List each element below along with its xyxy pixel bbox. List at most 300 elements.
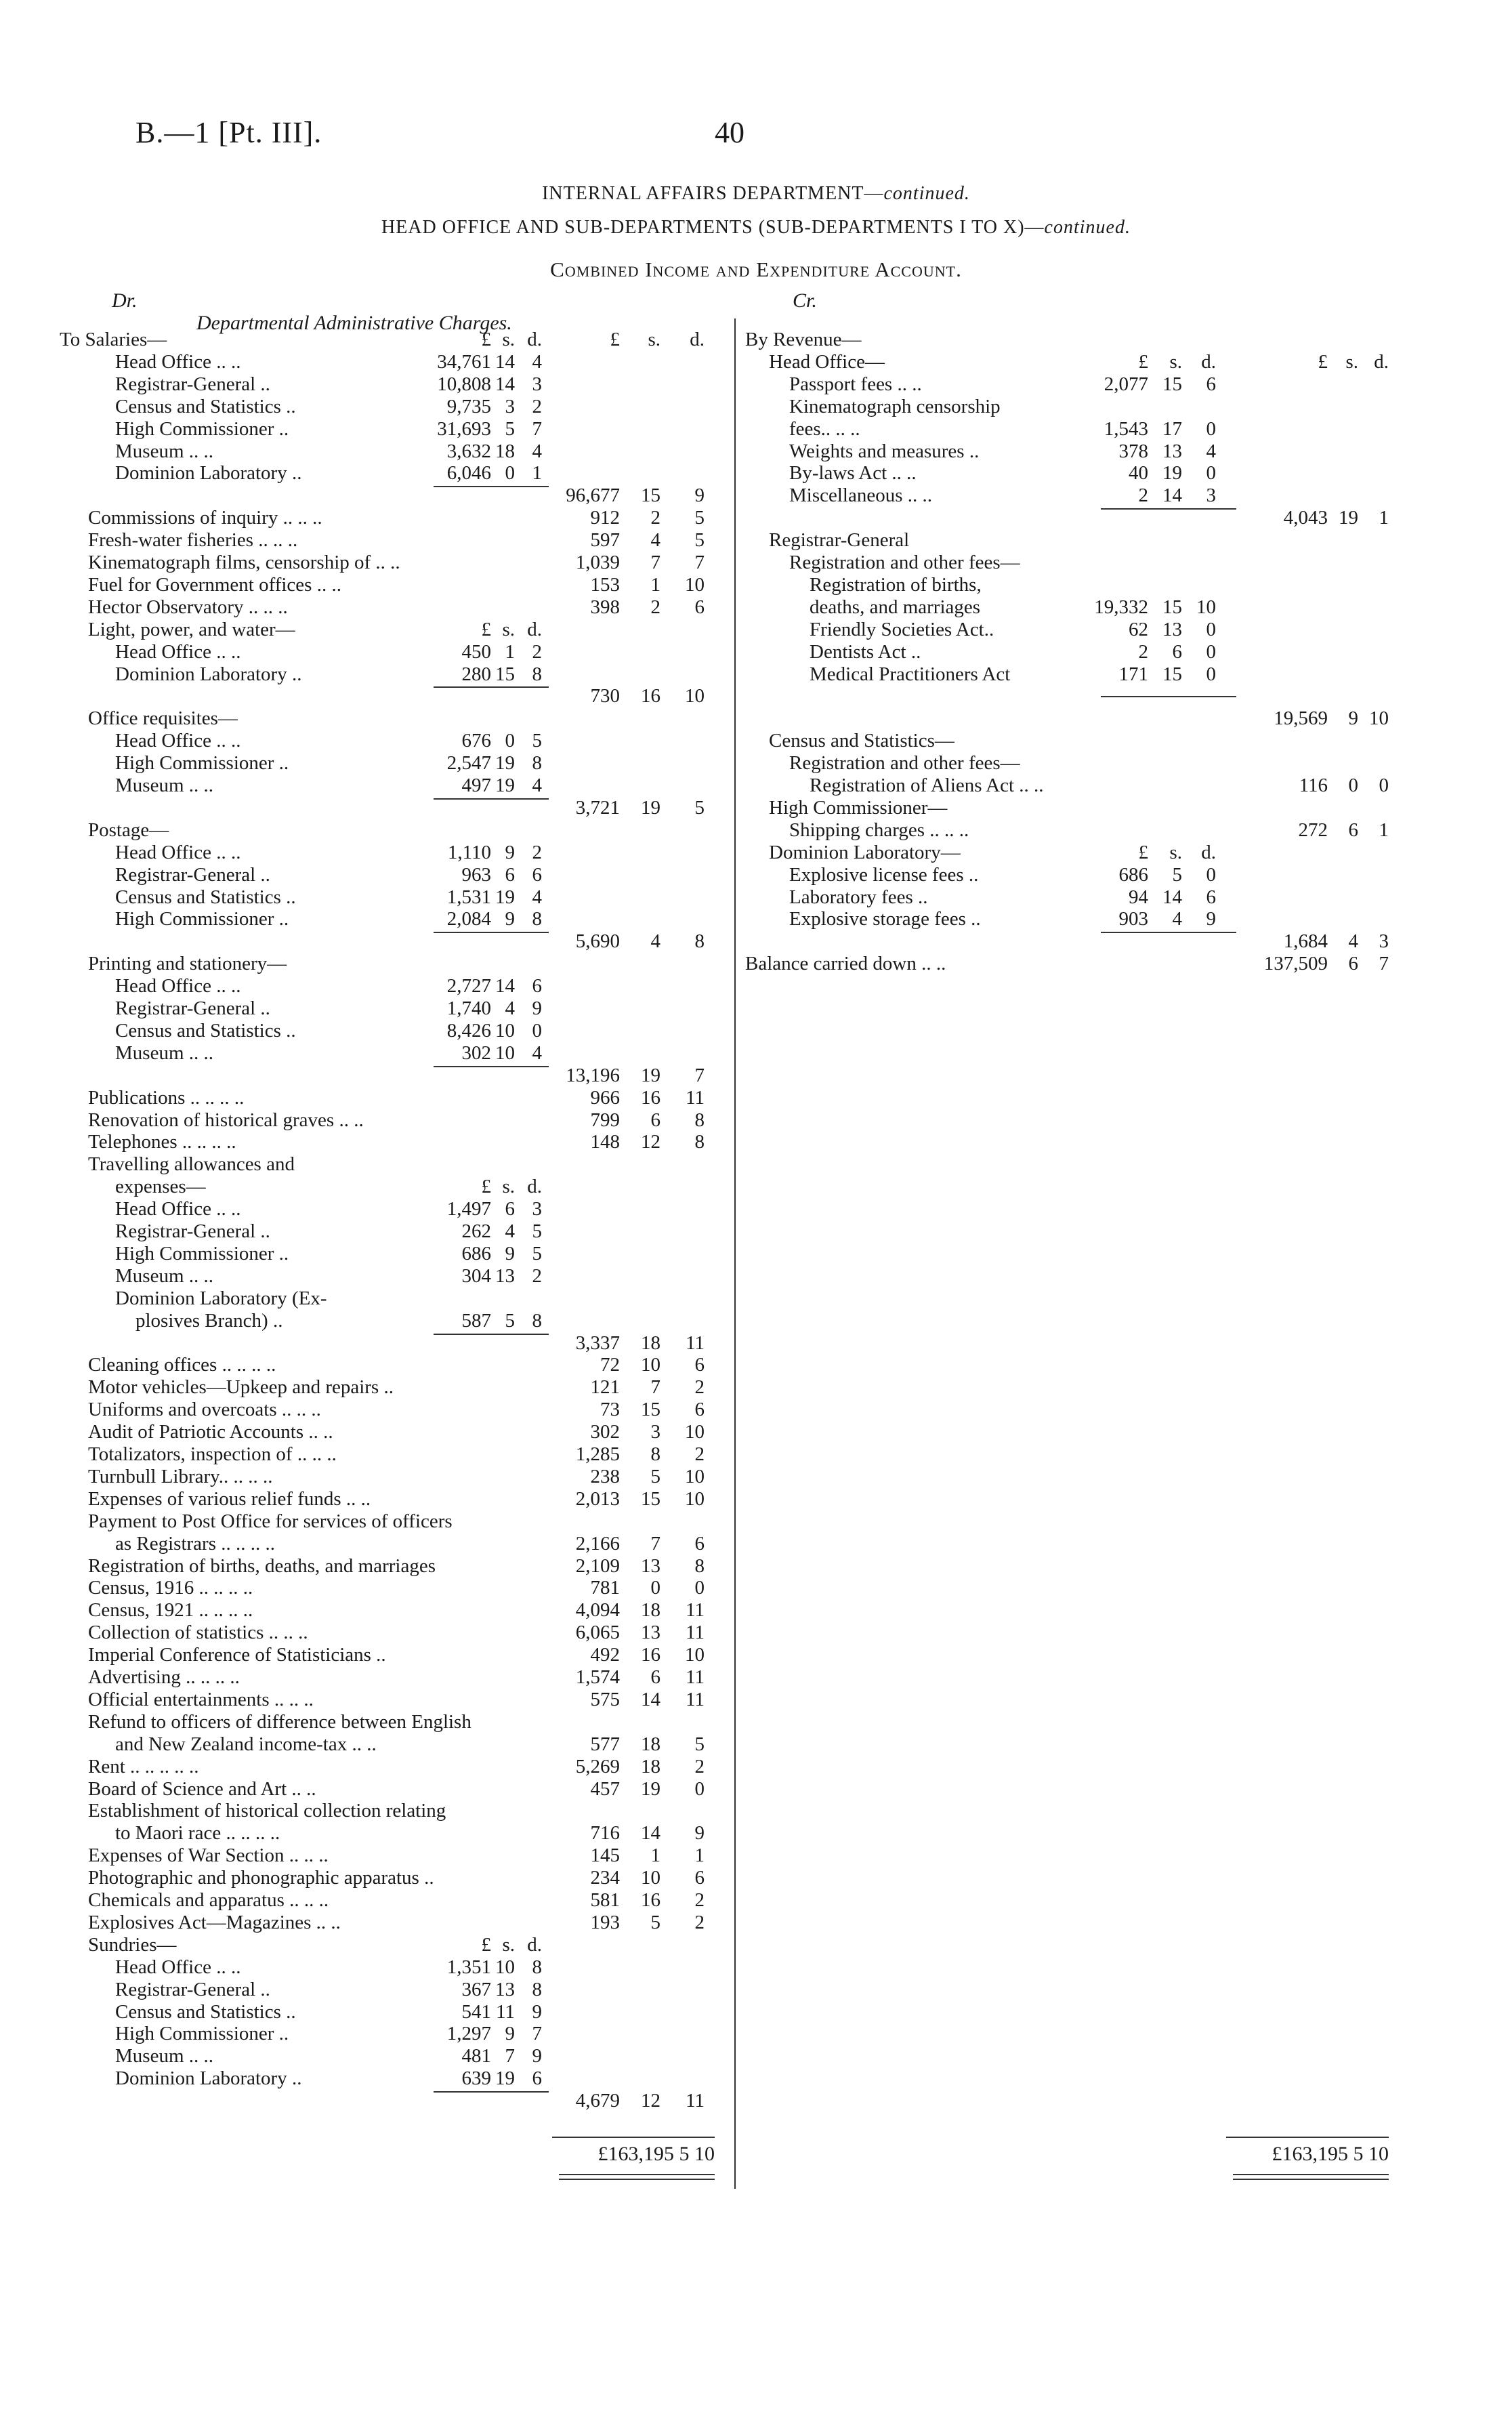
- debit-sub-amount-shillings: 9: [505, 841, 515, 863]
- debit-sub-amount-pence: 8: [532, 752, 542, 775]
- credit-sub-amount-pence: 0: [1206, 663, 1216, 685]
- debit-total-amount-shillings: 12: [641, 1131, 660, 1153]
- debit-sub-amount-shillings: 10: [495, 1956, 515, 1978]
- debit-total-amount-shillings: 18: [641, 1755, 660, 1777]
- debit-row-label: Dominion Laboratory (Ex-: [115, 1287, 327, 1309]
- debit-sub-amount-shillings: 14: [495, 350, 515, 373]
- credit-grand-total: £163,195 5 10: [1272, 2143, 1389, 2165]
- debit-row-label: Head Office .. ..: [115, 350, 241, 373]
- credit-sub-amount-pounds: £: [1138, 350, 1148, 373]
- debit-sub-amount-shillings: 19: [495, 752, 515, 775]
- credit-sub-amount-shillings: 19: [1162, 462, 1182, 485]
- office-title: [0, 217, 1512, 239]
- debit-row: [0, 975, 1512, 997]
- debit-row-label: Hector Observatory .. .. ..: [88, 596, 288, 618]
- credit-sub-amount-shillings: 13: [1162, 618, 1182, 640]
- debit-total-amount-shillings: 15: [641, 1487, 660, 1510]
- credit-row: [0, 663, 1512, 686]
- credit-sub-amount-shillings: 17: [1162, 417, 1182, 440]
- debit-row: [0, 1533, 1512, 1555]
- debit-total-amount-pence: 10: [685, 1465, 705, 1487]
- debit-row-label: plosives Branch) ..: [135, 1309, 283, 1332]
- debit-sub-amount-pence: 3: [532, 1198, 542, 1220]
- debit-row: [0, 1979, 1512, 2001]
- debit-row: [0, 1756, 1512, 1778]
- debit-row-label: Telephones .. .. .. ..: [88, 1131, 236, 1153]
- debit-total-amount-pence: 2: [694, 1911, 705, 1933]
- credit-total-amount-shillings: 6: [1348, 819, 1358, 841]
- debit-row: [0, 1689, 1512, 1711]
- debit-total-amount-pounds: 716: [590, 1822, 620, 1845]
- credit-total-amount-pence: d.: [1374, 350, 1389, 373]
- debit-sub-amount-shillings: 9: [505, 2023, 515, 2045]
- debit-row: [0, 1956, 1512, 1979]
- credit-row: [0, 685, 1512, 707]
- debit-total-amount-pence: 0: [694, 1577, 705, 1599]
- debit-total-amount-shillings: 4: [650, 930, 660, 953]
- credit-row: [0, 619, 1512, 641]
- credit-sub-amount-pounds: 903: [1118, 908, 1148, 930]
- credit-total-amount-pounds: 4,043: [1283, 507, 1328, 529]
- credit-row-label: fees.. .. ..: [789, 417, 860, 440]
- debit-row: [0, 2067, 1512, 2090]
- credit-total-amount-pence: 7: [1379, 953, 1389, 975]
- debit-total-amount-pounds: 2,166: [575, 1532, 620, 1554]
- credit-sub-amount-shillings: 15: [1162, 663, 1182, 685]
- debit-row-label: Collection of statistics .. .. ..: [88, 1622, 308, 1644]
- debit-total-amount-shillings: 19: [641, 796, 660, 819]
- debit-total-amount-shillings: 16: [641, 1644, 660, 1666]
- debit-row: [0, 1198, 1512, 1220]
- debit-total-amount-pounds: 966: [590, 1086, 620, 1109]
- debit-total-amount-shillings: 7: [650, 1532, 660, 1554]
- debit-total-amount-pence: 1: [694, 1845, 705, 1867]
- debit-total-amount-shillings: 18: [641, 1332, 660, 1354]
- debit-sub-amount-pounds: 481: [461, 2045, 491, 2067]
- debit-total-amount-pounds: 492: [590, 1644, 620, 1666]
- debit-sub-amount-shillings: 14: [495, 373, 515, 395]
- debit-sub-amount-pence: 8: [532, 908, 542, 930]
- debit-total-amount-shillings: 5: [650, 1465, 660, 1487]
- debit-row: [0, 997, 1512, 1020]
- credit-sub-amount-shillings: 15: [1162, 373, 1182, 395]
- debit-total-amount-pounds: 302: [590, 1421, 620, 1443]
- credit-sub-amount-pence: 0: [1206, 618, 1216, 640]
- debit-total-amount-pence: 0: [694, 1777, 705, 1800]
- debit-grand-total: £163,195 5 10: [597, 2143, 715, 2165]
- debit-row: [0, 1310, 1512, 1332]
- credit-row-label: Dentists Act ..: [810, 640, 921, 663]
- debit-row-label: Dominion Laboratory ..: [115, 663, 302, 685]
- credit-row: [0, 396, 1512, 418]
- debit-sub-amount-shillings: 14: [495, 975, 515, 997]
- debit-total-amount-shillings: 16: [641, 685, 660, 707]
- credit-row-label: Shipping charges .. .. ..: [789, 819, 969, 841]
- credit-row-label: Balance carried down .. ..: [745, 953, 946, 975]
- debit-total-amount-pounds: 148: [590, 1131, 620, 1153]
- debit-total-amount-shillings: 16: [641, 1889, 660, 1911]
- debit-row: [0, 1488, 1512, 1510]
- debit-row-label: Totalizators, inspection of .. .. ..: [88, 1443, 337, 1465]
- debit-row-label: Official entertainments .. .. ..: [88, 1688, 314, 1710]
- debit-total-amount-pence: d.: [690, 329, 705, 350]
- credit-sub-amount-pence: 3: [1206, 485, 1216, 507]
- office-title-main: HEAD OFFICE AND SUB-DEPARTMENTS (SUB-DEPARTMENTS I TO X)—: [381, 217, 1045, 238]
- debit-row-label: Postage—: [88, 819, 169, 841]
- credit-row-label: Explosive storage fees ..: [789, 908, 981, 930]
- debit-row-label: Registrar-General ..: [115, 1978, 270, 2000]
- debit-total-amount-pence: 6: [694, 1354, 705, 1376]
- credit-row-label: Miscellaneous .. ..: [789, 485, 933, 507]
- debit-total-amount-pence: 2: [694, 1376, 705, 1399]
- credit-sub-amount-pounds: 2: [1138, 485, 1148, 507]
- debit-total-amount-pounds: 1,039: [575, 552, 620, 573]
- credit-row-label: Registration of Aliens Act .. ..: [810, 775, 1044, 796]
- credit-sub-amount-pence: 6: [1206, 886, 1216, 908]
- debit-total-amount-shillings: 18: [641, 1733, 660, 1755]
- debit-sub-amount-pence: d.: [527, 1176, 542, 1198]
- debit-sub-amount-shillings: 13: [495, 1978, 515, 2000]
- credit-sub-amount-shillings: 6: [1172, 640, 1182, 663]
- debit-sub-amount-pence: 9: [532, 2000, 542, 2023]
- debit-total-amount-shillings: 8: [650, 1443, 660, 1465]
- debit-total-amount-pence: 2: [694, 1755, 705, 1777]
- credit-row: [0, 485, 1512, 507]
- debit-row: [0, 1889, 1512, 1912]
- debit-sub-amount-pounds: 1,297: [446, 2023, 491, 2045]
- credit-row: [0, 440, 1512, 463]
- credit-sub-amount-shillings: 14: [1162, 886, 1182, 908]
- debit-total-amount-pence: 5: [694, 796, 705, 819]
- debit-total-amount-pounds: 72: [600, 1354, 620, 1376]
- credit-total-amount-pounds: £: [1318, 350, 1328, 373]
- debit-sub-amount-pence: 2: [532, 395, 542, 417]
- debit-row: [0, 1376, 1512, 1399]
- credit-sub-amount-pounds: 94: [1129, 886, 1148, 908]
- debit-total-amount-shillings: 1: [650, 573, 660, 596]
- debit-total-amount-pence: 10: [685, 1421, 705, 1443]
- debit-sub-amount-pounds: 497: [461, 775, 491, 796]
- debit-total-amount-pounds: 781: [590, 1577, 620, 1599]
- credit-total-rule: [1226, 2137, 1389, 2138]
- debit-sub-amount-pence: 9: [532, 2045, 542, 2067]
- debit-total-amount-pounds: 5,690: [575, 930, 620, 953]
- credit-total-amount-pence: 0: [1379, 775, 1389, 796]
- credit-row: [0, 418, 1512, 440]
- debit-row: [0, 1934, 1512, 1956]
- credit-total-amount-shillings: 9: [1348, 707, 1358, 730]
- debit-sub-amount-shillings: 9: [505, 1242, 515, 1264]
- debit-total-amount-shillings: 5: [650, 1911, 660, 1933]
- debit-sub-amount-shillings: s.: [502, 618, 515, 640]
- debit-total-amount-pence: 10: [685, 1487, 705, 1510]
- credit-row-label: Passport fees .. ..: [789, 373, 922, 395]
- credit-total-amount-pence: 10: [1369, 707, 1389, 730]
- debit-total-amount-pounds: 96,677: [566, 485, 620, 507]
- debit-row-label: Motor vehicles—Upkeep and repairs ..: [88, 1376, 394, 1399]
- debit-total-amount-shillings: 4: [650, 529, 660, 552]
- credit-row-label: Kinematograph censorship: [789, 395, 1001, 417]
- credit-row: [0, 351, 1512, 373]
- debit-total-amount-pence: 8: [694, 1109, 705, 1131]
- debit-sub-amount-pence: 4: [532, 1042, 542, 1064]
- debit-total-amount-pounds: 238: [590, 1465, 620, 1487]
- debit-total-amount-shillings: 2: [650, 507, 660, 529]
- debit-total-amount-shillings: 10: [641, 1354, 660, 1376]
- debit-total-amount-pounds: 730: [590, 685, 620, 707]
- credit-row-label: Medical Practitioners Act: [810, 663, 1011, 685]
- debit-sub-amount-shillings: 1: [505, 640, 515, 663]
- debit-sub-amount-pounds: 1,740: [446, 997, 491, 1019]
- debit-row-label: High Commissioner ..: [115, 417, 289, 440]
- debit-row: [0, 1443, 1512, 1466]
- credit-sub-amount-pounds: 1,543: [1104, 417, 1148, 440]
- debit-row-label: Printing and stationery—: [88, 953, 287, 975]
- debit-row-label: Registrar-General ..: [115, 373, 270, 395]
- credit-total-amount-shillings: 4: [1348, 930, 1358, 953]
- debit-row-label: Census and Statistics ..: [115, 395, 296, 417]
- credit-sub-amount-pence: 0: [1206, 462, 1216, 485]
- debit-sub-amount-pounds: 6,046: [446, 462, 491, 485]
- credit-sub-amount-pence: 6: [1206, 373, 1216, 395]
- credit-row: [0, 797, 1512, 819]
- credit-row-label: Registration of births,: [810, 573, 982, 596]
- credit-sub-amount-pence: 10: [1196, 596, 1216, 618]
- debit-row-label: Imperial Conference of Statisticians ..: [88, 1644, 386, 1666]
- debit-row-label: Office requisites—: [88, 707, 238, 730]
- debit-row: [0, 1153, 1512, 1176]
- debit-row: [0, 1555, 1512, 1578]
- credit-row-label: Dominion Laboratory—: [769, 841, 961, 863]
- debit-row-label: Census and Statistics ..: [115, 2000, 296, 2023]
- debit-sub-amount-pounds: 31,693: [437, 417, 491, 440]
- debit-total-amount-pounds: 912: [590, 507, 620, 529]
- debit-total-amount-pounds: 3,721: [575, 796, 620, 819]
- credit-row: [0, 596, 1512, 619]
- credit-row: [0, 886, 1512, 909]
- debit-sub-amount-shillings: 9: [505, 908, 515, 930]
- debit-total-amount-pounds: 398: [590, 596, 620, 618]
- credit-sub-amount-shillings: 15: [1162, 596, 1182, 618]
- debit-row-label: Uniforms and overcoats .. .. ..: [88, 1399, 321, 1421]
- debit-total-amount-pence: 5: [694, 529, 705, 552]
- debit-sub-amount-shillings: s.: [502, 1176, 515, 1198]
- debit-total-amount-pence: 6: [694, 1399, 705, 1421]
- debit-sub-amount-pounds: £: [481, 1933, 491, 1956]
- credit-sub-amount-pounds: 40: [1129, 462, 1148, 485]
- debit-total-amount-pence: 6: [694, 596, 705, 618]
- debit-row-label: Refund to officers of difference between English: [88, 1710, 471, 1733]
- debit-sub-amount-pence: 7: [532, 417, 542, 440]
- debit-row-label: Registrar-General ..: [115, 1220, 270, 1242]
- debit-total-amount-shillings: 16: [641, 1086, 660, 1109]
- debit-sub-amount-pounds: 367: [461, 1978, 491, 2000]
- debit-row: [0, 1109, 1512, 1132]
- debit-sub-amount-shillings: s.: [502, 1933, 515, 1956]
- debit-sub-amount-shillings: 10: [495, 1019, 515, 1042]
- debit-row-label: Head Office .. ..: [115, 841, 241, 863]
- debit-row: [0, 1265, 1512, 1288]
- credit-row-label: Registration and other fees—: [789, 552, 1020, 573]
- credit-row-label: Laboratory fees ..: [789, 886, 928, 908]
- debit-total-amount-shillings: 1: [650, 1845, 660, 1867]
- debit-row: [0, 1131, 1512, 1153]
- debit-row: [0, 1220, 1512, 1243]
- debit-row-label: as Registrars .. .. .. ..: [115, 1532, 275, 1554]
- debit-sub-amount-pence: 6: [532, 975, 542, 997]
- debit-row-label: Kinematograph films, censorship of .. ..: [88, 552, 400, 573]
- debit-total-amount-shillings: 10: [641, 1867, 660, 1889]
- debit-row-label: Turnbull Library.. .. .. ..: [88, 1465, 273, 1487]
- debit-total-amount-shillings: 7: [650, 552, 660, 573]
- debit-total-amount-pence: 8: [694, 930, 705, 953]
- debit-row-label: Museum .. ..: [115, 1042, 213, 1064]
- debit-row-label: Advertising .. .. .. ..: [88, 1666, 240, 1688]
- debit-sub-amount-pounds: 639: [461, 2067, 491, 2090]
- debit-total-amount-pence: 10: [685, 685, 705, 707]
- department-title-continued: continued.: [883, 183, 970, 204]
- debit-total-amount-shillings: 15: [641, 1399, 660, 1421]
- debit-row: [0, 1354, 1512, 1376]
- debit-total-amount-pence: 10: [685, 1644, 705, 1666]
- debit-row-label: Board of Science and Art .. ..: [88, 1777, 316, 1800]
- department-title: [0, 183, 1512, 205]
- credit-row: [0, 908, 1512, 930]
- credit-row-label: Registrar-General: [769, 529, 910, 552]
- credit-sub-amount-pounds: £: [1138, 841, 1148, 863]
- credit-row-label: High Commissioner—: [769, 796, 948, 819]
- debit-total-amount-pence: 8: [694, 1131, 705, 1153]
- credit-row-label: Census and Statistics—: [769, 730, 954, 752]
- debit-sub-amount-shillings: 13: [495, 1264, 515, 1287]
- debit-row: [0, 1087, 1512, 1109]
- debit-sub-amount-pence: 4: [532, 440, 542, 462]
- debit-row: [0, 1020, 1512, 1042]
- debit-row-label: Dominion Laboratory ..: [115, 2067, 302, 2090]
- debit-total-amount-shillings: 6: [650, 1666, 660, 1688]
- debit-total-amount-pounds: 575: [590, 1688, 620, 1710]
- debit-total-amount-pounds: 4,679: [575, 2090, 620, 2112]
- debit-sub-amount-pounds: 1,110: [447, 841, 491, 863]
- debit-row: [0, 1466, 1512, 1488]
- debit-row: [0, 2023, 1512, 2045]
- debit-total-amount-pounds: 597: [590, 529, 620, 552]
- debit-total-amount-pence: 11: [686, 1688, 705, 1710]
- debit-sub-amount-pence: 1: [532, 462, 542, 485]
- debit-sub-amount-pounds: 2,727: [446, 975, 491, 997]
- debit-row-label: Travelling allowances and: [88, 1153, 295, 1176]
- credit-row: [0, 930, 1512, 953]
- debit-row: [0, 1421, 1512, 1443]
- office-title-continued: continued.: [1044, 217, 1131, 238]
- debit-row: [0, 1510, 1512, 1533]
- debit-row: [0, 1065, 1512, 1087]
- debit-total-amount-pence: 5: [694, 507, 705, 529]
- debit-sub-amount-pounds: 963: [461, 863, 491, 886]
- debit-sub-amount-pence: 5: [532, 1220, 542, 1242]
- debit-sub-amount-shillings: s.: [502, 329, 515, 350]
- debit-row-label: Head Office .. ..: [115, 1198, 241, 1220]
- credit-row-label: Friendly Societies Act..: [810, 618, 994, 640]
- debit-sub-amount-pence: 2: [532, 640, 542, 663]
- debit-total-amount-pence: 11: [686, 1599, 705, 1622]
- debit-sub-amount-pence: 3: [532, 373, 542, 395]
- credit-sub-amount-pence: 0: [1206, 417, 1216, 440]
- debit-sub-amount-shillings: 7: [505, 2045, 515, 2067]
- debit-sub-amount-pounds: 450: [461, 640, 491, 663]
- debit-row-label: Rent .. .. .. .. ..: [88, 1755, 199, 1777]
- debit-row: [0, 1711, 1512, 1733]
- debit-row-label: Cleaning offices .. .. .. ..: [88, 1354, 276, 1376]
- credit-row: [0, 641, 1512, 663]
- debit-sub-amount-pounds: 8,426: [446, 1019, 491, 1042]
- debit-sub-amount-shillings: 19: [495, 2067, 515, 2090]
- debit-sub-amount-pounds: 9,735: [446, 395, 491, 417]
- debit-row-label: Commissions of inquiry .. .. ..: [88, 507, 322, 529]
- debit-row-label: Light, power, and water—: [88, 618, 295, 640]
- debit-sub-amount-pounds: 1,497: [446, 1198, 491, 1220]
- debit-total-amount-pence: 7: [694, 1064, 705, 1086]
- debit-sub-amount-pounds: £: [481, 618, 491, 640]
- debit-sub-amount-pounds: 2,084: [446, 908, 491, 930]
- debit-row-label: expenses—: [115, 1176, 206, 1198]
- debit-sub-amount-pence: 6: [532, 2067, 542, 2090]
- debit-row-label: Audit of Patriotic Accounts .. ..: [88, 1421, 333, 1443]
- debit-row-label: Museum .. ..: [115, 2045, 213, 2067]
- debit-sub-amount-pence: 9: [532, 997, 542, 1019]
- debit-total-amount-pounds: 3,337: [575, 1332, 620, 1354]
- debit-row: [0, 1288, 1512, 1310]
- debit-row-label: Explosives Act—Magazines .. ..: [88, 1911, 341, 1933]
- debit-total-amount-pounds: 4,094: [575, 1599, 620, 1622]
- debit-side-label: Dr.: [112, 289, 138, 312]
- credit-sub-amount-pounds: 62: [1129, 618, 1148, 640]
- debit-total-amount-pounds: 1,285: [575, 1443, 620, 1465]
- debit-row: [0, 1243, 1512, 1265]
- debit-sub-amount-shillings: 19: [495, 886, 515, 908]
- credit-sub-amount-shillings: 4: [1172, 908, 1182, 930]
- debit-row: [0, 1577, 1512, 1599]
- credit-row: [0, 574, 1512, 596]
- debit-row: [0, 1733, 1512, 1756]
- credit-sub-amount-pence: 0: [1206, 863, 1216, 886]
- credit-row: [0, 752, 1512, 775]
- debit-sub-amount-shillings: 5: [505, 1309, 515, 1332]
- section-heading: Departmental Administrative Charges.: [196, 312, 512, 334]
- debit-total-amount-pence: 2: [694, 1889, 705, 1911]
- debit-row-label: Photographic and phonographic apparatus ..: [88, 1867, 434, 1889]
- account-title: Combined Income and Expenditure Account.: [550, 258, 962, 281]
- debit-row-label: Chemicals and apparatus .. .. ..: [88, 1889, 329, 1911]
- debit-row-label: Registrar-General ..: [115, 863, 270, 886]
- debit-total-amount-pounds: 73: [600, 1399, 620, 1421]
- credit-row: [0, 819, 1512, 842]
- credit-total-amount-shillings: 19: [1339, 507, 1358, 529]
- credit-sub-amount-pounds: 171: [1118, 663, 1148, 685]
- debit-total-amount-shillings: 19: [641, 1064, 660, 1086]
- credit-row: [0, 953, 1512, 975]
- debit-total-amount-pence: 6: [694, 1532, 705, 1554]
- debit-row-label: Head Office .. ..: [115, 730, 241, 752]
- debit-row-label: Fresh-water fisheries .. .. ..: [88, 529, 298, 552]
- debit-row: [0, 1622, 1512, 1644]
- debit-total-amount-shillings: 12: [641, 2090, 660, 2112]
- credit-sub-amount-pounds: 686: [1118, 863, 1148, 886]
- credit-sub-amount-pence: 4: [1206, 440, 1216, 462]
- debit-total-amount-pence: 8: [694, 1554, 705, 1577]
- credit-sub-amount-pence: d.: [1201, 841, 1216, 863]
- debit-total-amount-shillings: 14: [641, 1822, 660, 1845]
